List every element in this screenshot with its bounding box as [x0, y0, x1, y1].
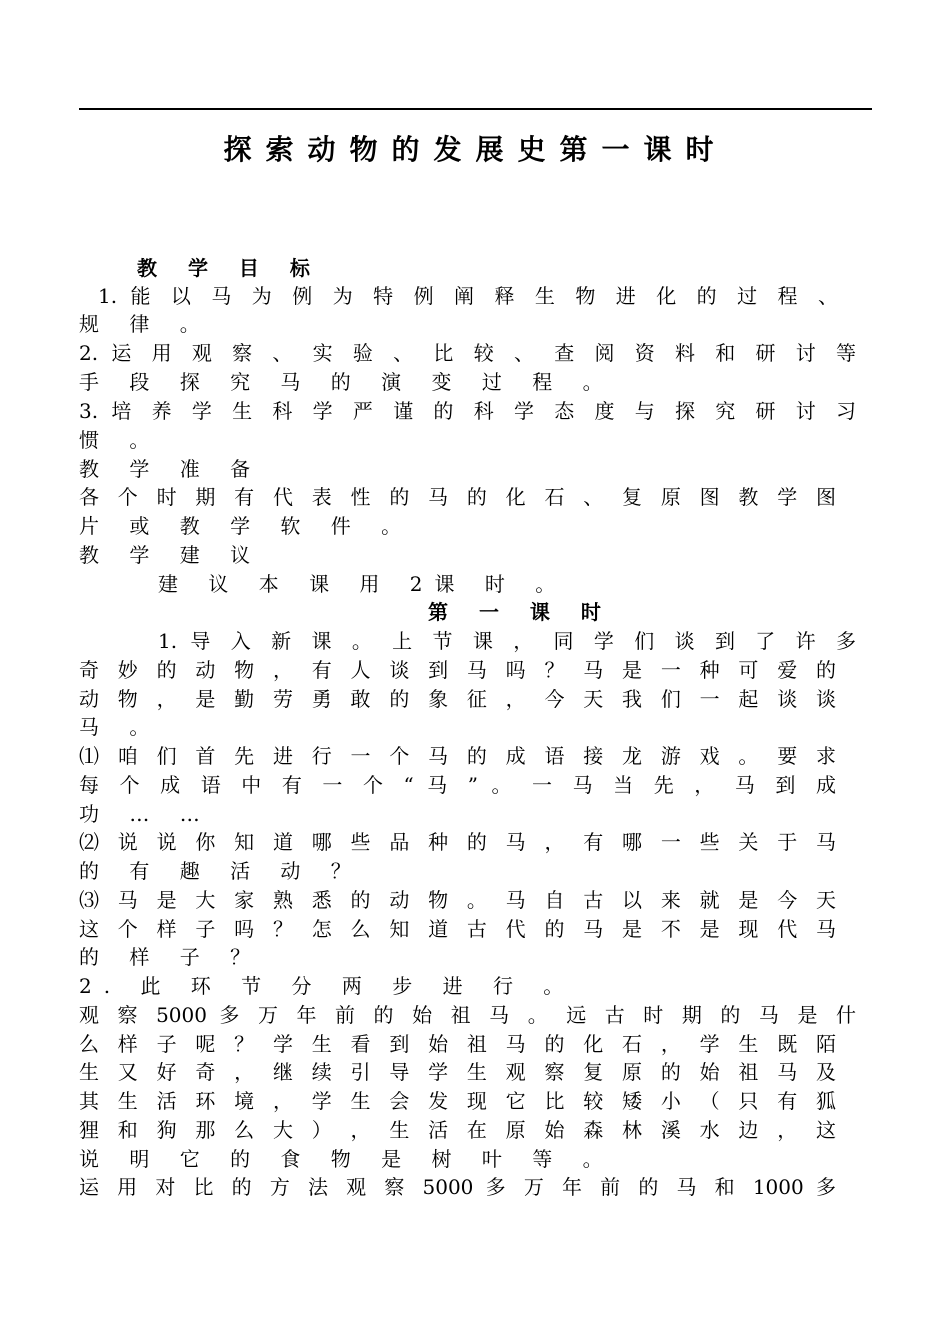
text-line: 奇 妙 的 动 物 ， 有 人 谈 到 马 吗 ？ 马 是 一 种 可 爱 的 — [79, 658, 836, 682]
text-line: 教 学 目 标 — [137, 256, 322, 280]
text-line: 1. 导 入 新 课 。 上 节 课 ， 同 学 们 谈 到 了 许 多 — [158, 629, 856, 653]
text-line: 2. 运 用 观 察 、 实 验 、 比 较 、 查 阅 资 料 和 研 讨 等 — [79, 341, 856, 365]
text-line: 规 律 。 — [79, 312, 212, 336]
text-line: 第 一 课 时 — [428, 600, 613, 624]
text-line: 生 又 好 奇 ， 继 续 引 导 学 生 观 察 复 原 的 始 祖 马 及 — [79, 1060, 836, 1084]
text-line: 各 个 时 期 有 代 表 性 的 马 的 化 石 、 复 原 图 教 学 图 — [79, 485, 836, 509]
text-line: ⑵ 说 说 你 知 道 哪 些 品 种 的 马 ， 有 哪 一 些 关 于 马 — [79, 830, 836, 854]
text-line: 惯 。 — [79, 428, 162, 452]
text-line: 手 段 探 究 马 的 演 变 过 程 。 — [79, 370, 615, 394]
text-line: 每 个 成 语 中 有 一 个 “ 马 ” 。 一 马 当 先 ， 马 到 成 — [79, 773, 836, 797]
text-line: 建 议 本 课 用 2课 时 。 — [158, 572, 568, 596]
text-line: 狸 和 狗 那 么 大 ） ， 生 活 在 原 始 森 林 溪 水 边 ， 这 — [79, 1118, 836, 1142]
text-line: ⑴ 咱 们 首 先 进 行 一 个 马 的 成 语 接 龙 游 戏 。 要 求 — [79, 744, 836, 768]
text-line: 这 个 样 子 吗 ？ 怎 么 知 道 古 代 的 马 是 不 是 现 代 马 — [79, 917, 836, 941]
text-line: 么 样 子 呢 ？ 学 生 看 到 始 祖 马 的 化 石 ， 学 生 既 陌 — [79, 1032, 836, 1056]
text-line: 的 有 趣 活 动 ？ — [79, 859, 363, 883]
text-line: 3. 培 养 学 生 科 学 严 谨 的 科 学 态 度 与 探 究 研 讨 习 — [79, 399, 856, 423]
text-line: 其 生 活 环 境 ， 学 生 会 发 现 它 比 较 矮 小 （ 只 有 狐 — [79, 1089, 836, 1113]
text-line: 片 或 教 学 软 件 。 — [79, 514, 414, 538]
text-line: 说 明 它 的 食 物 是 树 叶 等 。 — [79, 1147, 615, 1171]
header-rule — [79, 108, 872, 110]
text-line: 马 。 — [79, 715, 162, 739]
text-line: 2. 此 环 节 分 两 步 进 行 。 — [79, 974, 576, 998]
text-line: 功 … … — [79, 802, 212, 826]
text-line: 的 样 子 ？ — [79, 945, 263, 969]
text-line: 动 物 ， 是 勤 劳 勇 敢 的 象 征 ， 今 天 我 们 一 起 谈 谈 — [79, 687, 836, 711]
text-line: 1. 能 以 马 为 例 为 特 例 阐 释 生 物 进 化 的 过 程 、 — [98, 284, 838, 308]
text-line: 运 用 对 比 的 方 法 观 察 5000 多 万 年 前 的 马 和 1000 多 — [79, 1175, 836, 1199]
page-title: 探索动物的发展史第一课时 — [223, 133, 728, 166]
text-line: ⑶ 马 是 大 家 熟 悉 的 动 物 。 马 自 古 以 来 就 是 今 天 — [79, 888, 836, 912]
text-line: 教 学 建 议 — [79, 543, 263, 567]
text-line: 观 察 5000 多 万 年 前 的 始 祖 马 。 远 古 时 期 的 马 是 什 — [79, 1003, 856, 1027]
text-line: 教 学 准 备 — [79, 457, 263, 481]
